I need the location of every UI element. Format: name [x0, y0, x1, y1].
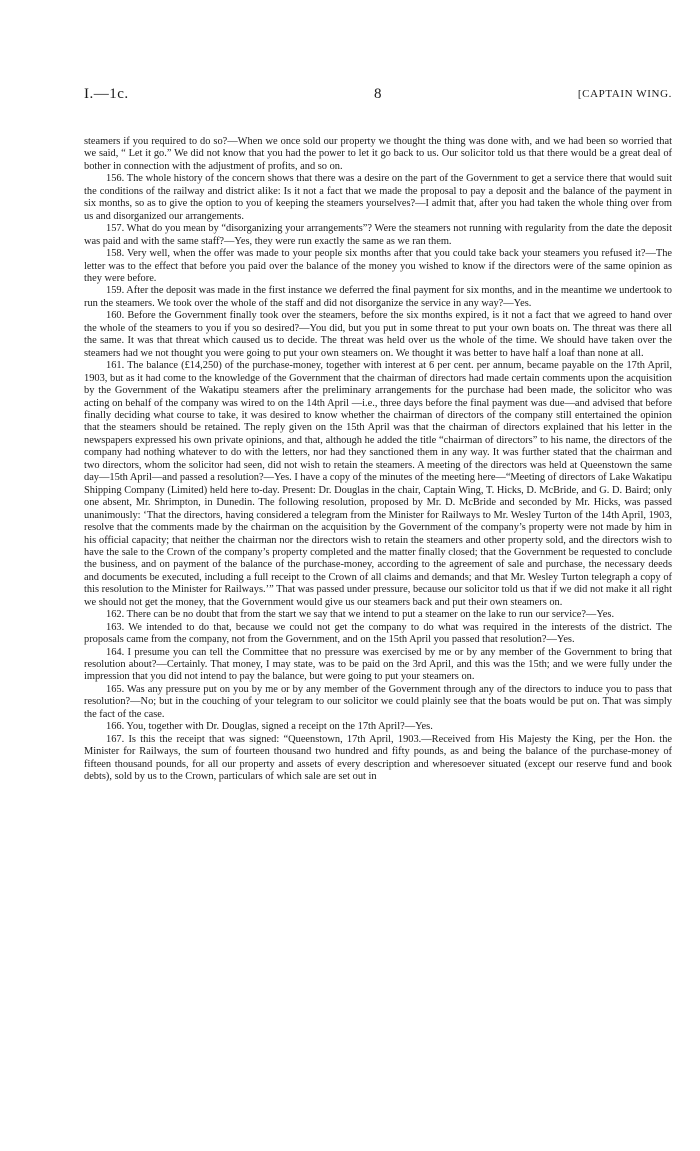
question-158: 158. Very well, when the offer was made to your people six months after that you could take back your steamers you refused it?—The letter was to the effect that before you paid over the balance of the money you wished to know if the directors were of the same opinion as they were before.	[84, 248, 672, 284]
question-163: 163. We intended to do that, because we could not get the company to do what was required in the interests of the district. The proposals came from the company, not from the Government, and on the 15th April you passed that resolution?—Yes.	[84, 621, 672, 646]
question-160: 160. Before the Government finally took over the steamers, before the six months expired, is it not a fact that we agreed to hand over the whole of the steamers to you if you so desired?—You did, but you put in some threat to put your own boats on. The threat was there all the same. It was that threat which caused us to decide. The threat was held over us the whole of the time. We should have taken over the steamers had we not thought you were going to put your own steamers on. We thought it was better to have half a loaf than none at all.	[84, 310, 672, 359]
witness-name: [CAPTAIN WING.	[577, 88, 672, 100]
question-159: 159. After the deposit was made in the first instance we deferred the final payment for six months, and in the meantime we undertook to run the steamers. We took over the whole of the staff and did not disorganize the service in any way?—Yes.	[84, 285, 672, 309]
question-167: 167. Is this the receipt that was signed: “Queenstown, 17th April, 1903.—Received from His Majesty the King, per the Hon. the Minister for Railways, the sum of fourteen thousand two hundred and fifty pounds, as and being the balance of the purchase-money of fifteen thousand pounds, for all our property and assets of every description and wheresoever situated (except our reserve fund and book debts), sold by us to the Crown, particulars of which sale are set out in	[84, 733, 672, 783]
question-161: 161. The balance (£14,250) of the purchase-money, together with interest at 6 per cent. per annum, became payable on the 17th April, 1903, but as it had come to the knowledge of the Government that the chairman of directors had made certain comments upon the acquisition by the Government of the Wakatipu steamers after the preliminary arrangements for the purchase had been made, the solicitor who was acting on behalf of the company was wired to on the 14th April —i.e., three days before the final payment was due—and advised that before finally deciding what course to take, it was desired to know whether the chairman of directors of the company still entertained the opinion that the steamers should be retained. The reply given on the 15th April was that the chairman of directors explained that his letter in the newspapers expressed his own private opinions, and that, although he added the title “chairman of directors” to his name, the directors of the company had nothing whatever to do with the letters, nor had they sanctioned them in any way. It was further stated that the chairman and two directors, whom the solicitor had seen, did not wish to retain the steamers. A meeting of the directors was held at Queenstown the same day—15th April—and passed a resolution?—Yes. I have a copy of the minutes of the meeting here—“Meeting of directors of Lake Wakatipu Shipping Company (Limited) held here to-day. Present: Dr. Douglas in the chair, Captain Wing, T. Hicks, D. McBride, and G. D. Baird; only one absent, Mr. Shrimpton, in Dunedin. The following resolution, proposed by Mr. D. McBride and seconded by Mr. Hicks, was passed unanimously: ‘That the directors, having considered a telegram from the Minister for Railways to Mr. Wesley Turton of the 14th April, 1903, resolve that the comments made by the chairman on the acquisition by the Government of the company’s property were not made by him in his official capacity; that neither the chairman nor the directors wish to retain the steamers and other property sold, and the directors wish to have the sale to the Crown of the company’s property completed and the matter finally closed; that the Government be requested to conclude the business, and on payment of the balance of the purchase-money, according to the agreement of sale and purchase, the necessary deeds and documents be executed, including a full receipt to the Crown of all claims and demands; and that Mr. Wesley Turton telegraph a copy of this resolution to the Minister for Railways.’” That was passed under pressure, because our solicitor told us that if we did not make it all right we should not get the money, that the Government would give us our steamers back and put their own steamers on.	[84, 360, 672, 608]
question-165: 165. Was any pressure put on you by me or by any member of the Government through any of the directors to induce you to pass that resolution?—No; but in the couching of your telegram to our solicitor we could plainly see that the boats would be put on. That was simply the fact of the case.	[84, 683, 672, 720]
question-166: 166. You, together with Dr. Douglas, signed a receipt on the 17th April?—Yes.	[106, 721, 433, 733]
testimony-body	[84, 136, 672, 784]
question-156: 156. The whole history of the concern shows that there was a desire on the part of the Government to get a service there that would suit the conditions of the railway and district alike: Is it not a fact that we made the proposal to pay a deposit and the balance of the payment in six months, so as to give the option to you of keeping the steamers yourselves?—I admit that, after you had taken the whole thing over from us and disorganized our arrangements.	[84, 173, 672, 222]
paragraph-continued: steamers if you required to do so?—When we once sold our property we thought the thing was done with, and we had been so worried that we said, “ Let it go.” We did not know that you had the power to let it go back to us. Our solicitor told us that there would be a great deal of bother in connection with the adjustment of profits, and so on.	[84, 136, 672, 172]
question-162: 162. There can be no doubt that from the start we say that we intend to put a steamer on the lake to run our service?—Yes.	[106, 609, 615, 621]
document-reference: I.—1c.	[84, 86, 129, 102]
page-number: 8	[374, 86, 382, 102]
question-157: 157. What do you mean by “disorganizing your arrangements”? Were the steamers not running with regularity from the date the deposit was paid and with the same staff?—Yes, they were run exactly the same as we ran them.	[84, 223, 672, 247]
question-164: 164. I presume you can tell the Committee that no pressure was exercised by me or by any member of the Government to bring that resolution about?—Certainly. That money, I may state, was to be paid on the 3rd April, and this was the 15th; and we were fully under the impression that you did not intend to pay the balance, but were going to put your steamers on.	[84, 646, 672, 683]
running-header	[84, 86, 672, 108]
